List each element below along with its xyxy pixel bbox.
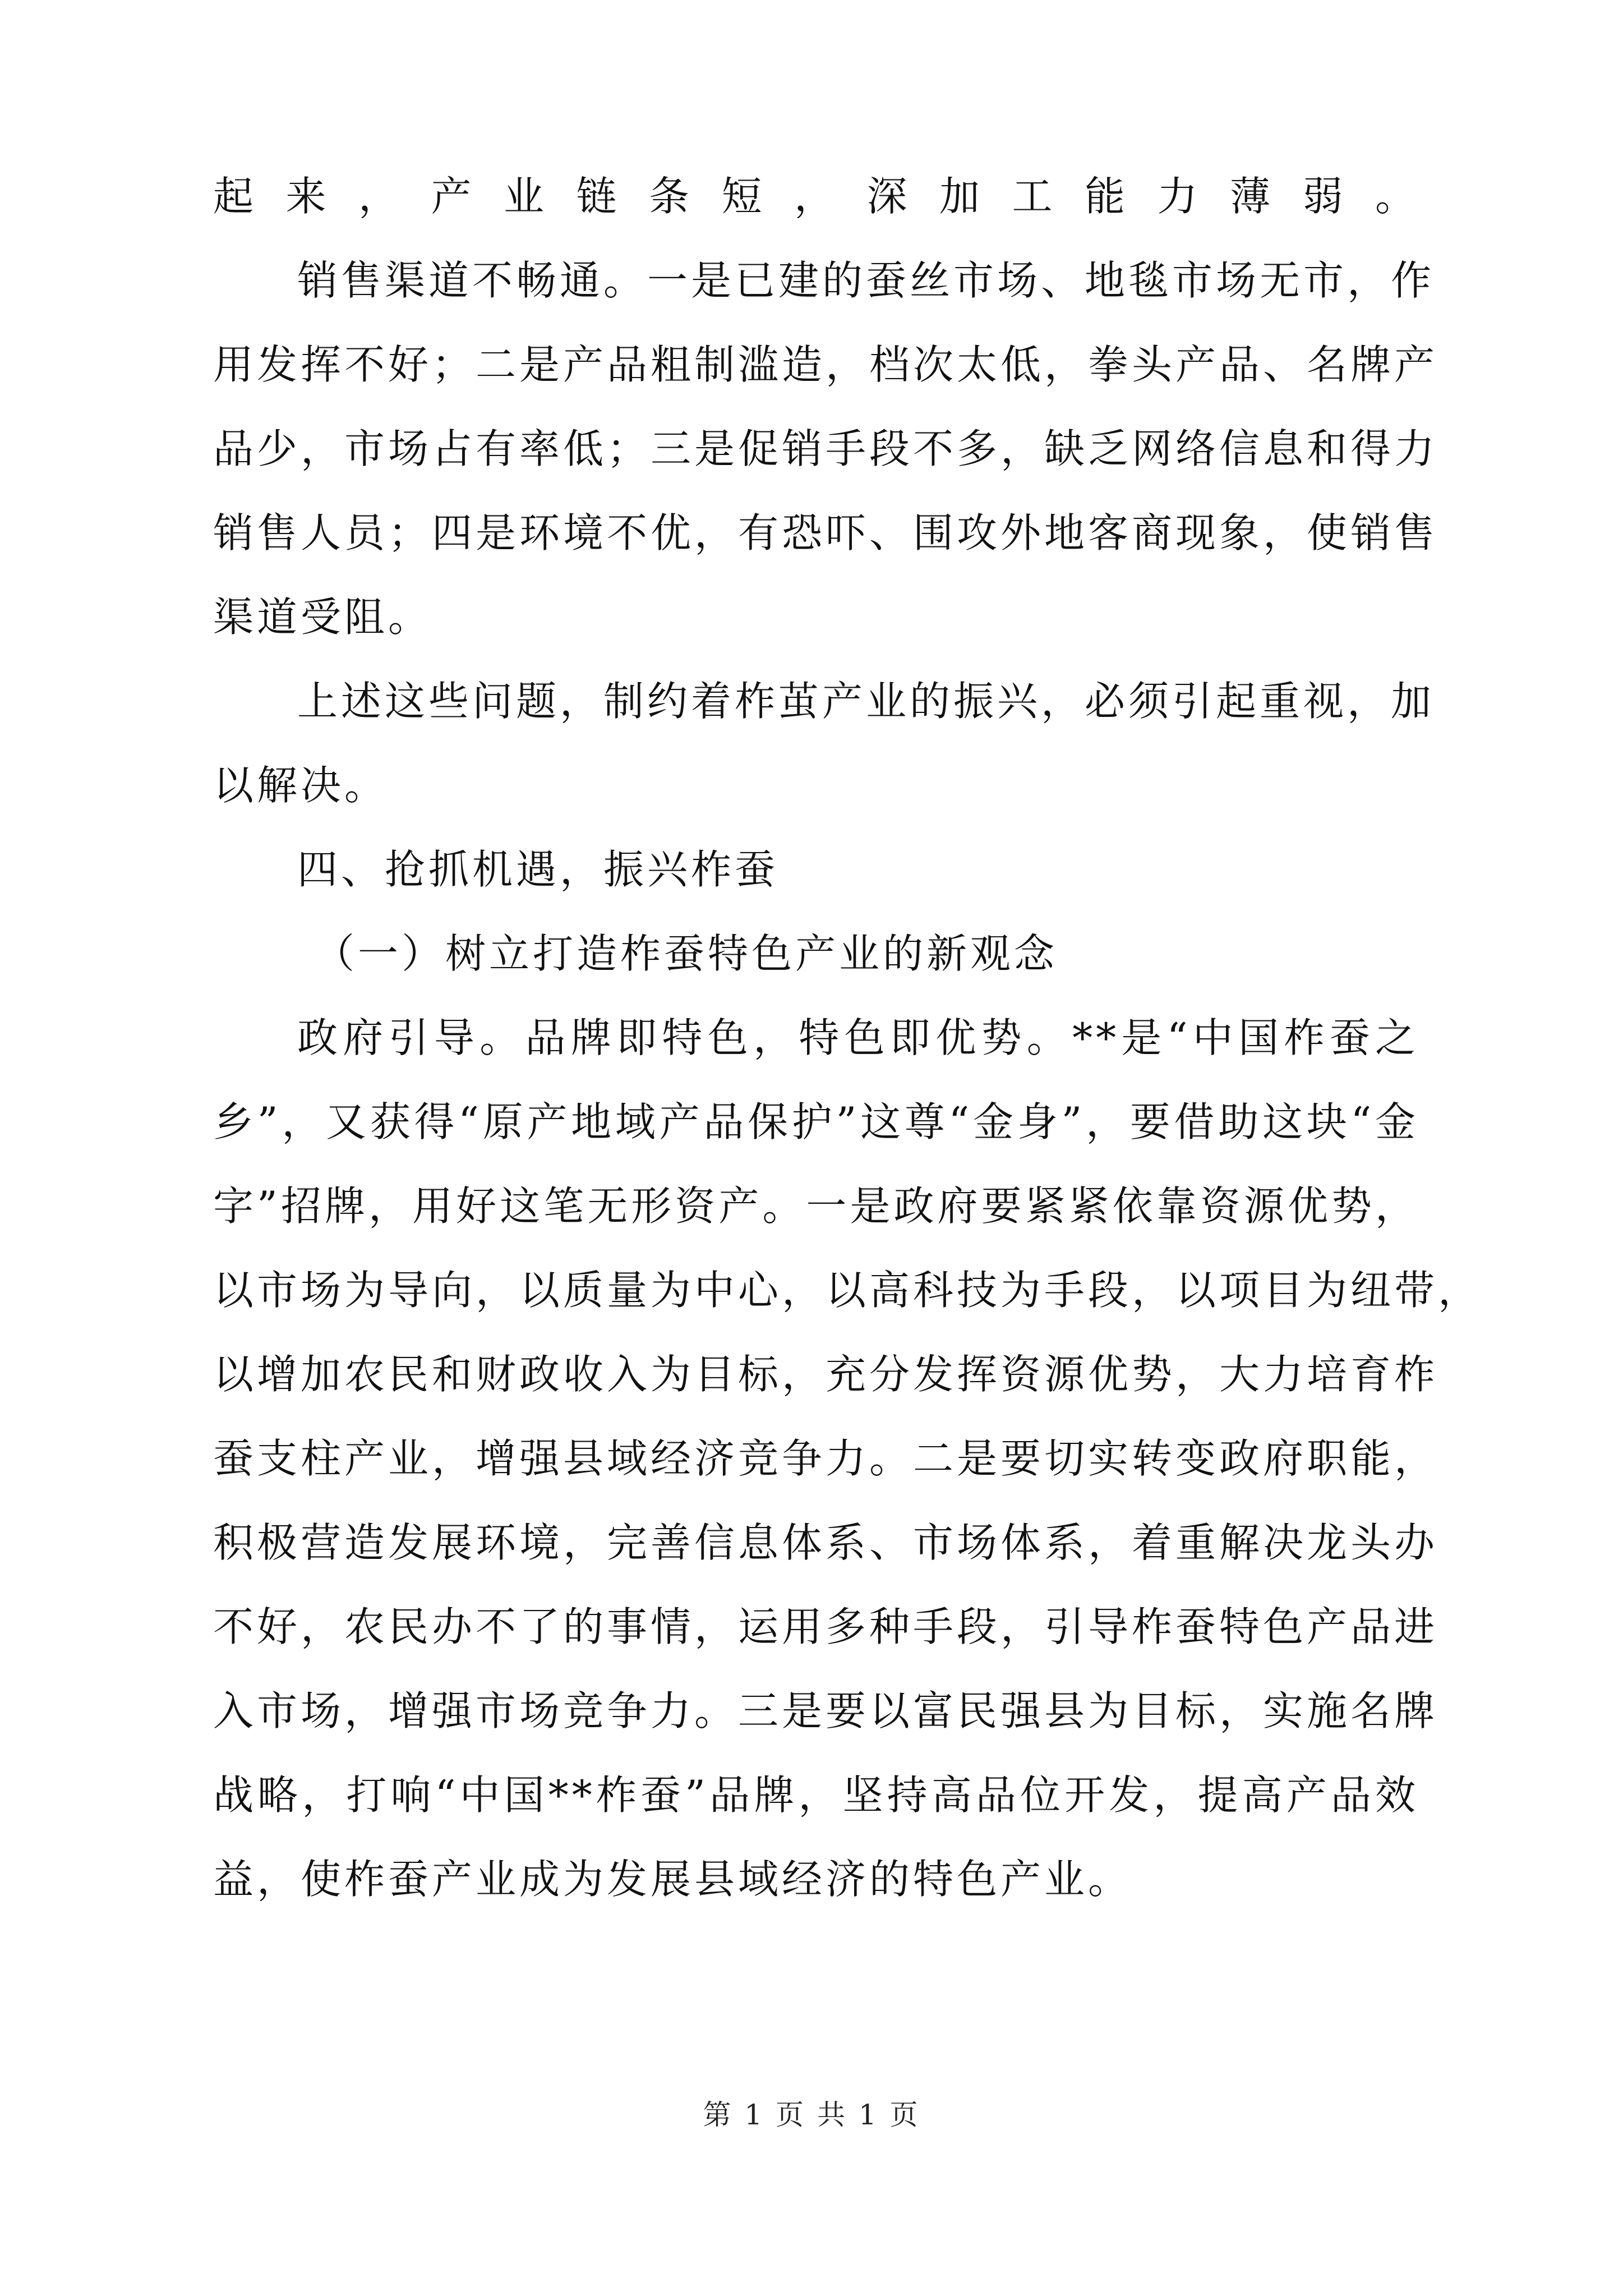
paragraph-sales-channels-line-1: 销售渠道不畅通。一是已建的蚕丝市场、地毯市场无市，作 (297, 257, 1435, 304)
paragraph-government-line-11: 益，使柞蚕产业成为发展县域经济的特色产业。 (213, 1856, 1132, 1903)
paragraph-summary-line-1: 上述这些问题，制约着柞茧产业的振兴，必须引起重视，加 (297, 678, 1435, 725)
paragraph-sales-channels-line-4: 销售人员；四是环境不优，有恐吓、围攻外地客商现象，使销售 (213, 509, 1438, 556)
subsection-heading: （一）树立打造柞蚕特色产业的新观念 (314, 930, 1058, 977)
paragraph-government-line-1: 政府引导。品牌即特色，特色即优势。**是“中国柞蚕之 (297, 1014, 1419, 1061)
paragraph-government-line-2: 乡”，又获得“原产地域产品保护”这尊“金身”，要借助这块“金 (213, 1098, 1419, 1145)
text-line-continuation: 起来，产业链条短，深加工能力薄弱。 (213, 173, 1419, 220)
paragraph-government-line-4: 以市场为导向，以质量为中心，以高科技为手段，以项目为纽带， (213, 1267, 1482, 1314)
paragraph-sales-channels-line-3: 品少，市场占有率低；三是促销手段不多，缺乏网络信息和得力 (213, 425, 1438, 472)
paragraph-government-line-3: 字”招牌，用好这笔无形资产。一是政府要紧紧依靠资源优势， (213, 1182, 1419, 1230)
paragraph-government-line-5: 以增加农民和财政收入为目标，充分发挥资源优势，大力培育柞 (213, 1351, 1438, 1398)
paragraph-government-line-6: 蚕支柱产业，增强县域经济竞争力。二是要切实转变政府职能， (213, 1435, 1438, 1482)
paragraph-sales-channels-line-5: 渠道受阻。 (213, 593, 432, 641)
paragraph-summary-line-2: 以解决。 (213, 762, 389, 809)
paragraph-sales-channels-line-2: 用发挥不好；二是产品粗制滥造，档次太低，拳头产品、名牌产 (213, 341, 1438, 388)
paragraph-government-line-8: 不好，农民办不了的事情，运用多种手段，引导柞蚕特色产品进 (213, 1603, 1438, 1650)
paragraph-government-line-7: 积极营造发展环境，完善信息体系、市场体系，着重解决龙头办 (213, 1519, 1438, 1566)
page-number-footer: 第 1 页 共 1 页 (703, 2099, 920, 2131)
paragraph-government-line-10: 战略，打响“中国**柞蚕”品牌，坚持高品位开发，提高产品效 (213, 1772, 1419, 1819)
paragraph-government-line-9: 入市场，增强市场竞争力。三是要以富民强县为目标，实施名牌 (213, 1687, 1438, 1734)
section-heading: 四、抢抓机遇，振兴柞蚕 (297, 846, 779, 893)
